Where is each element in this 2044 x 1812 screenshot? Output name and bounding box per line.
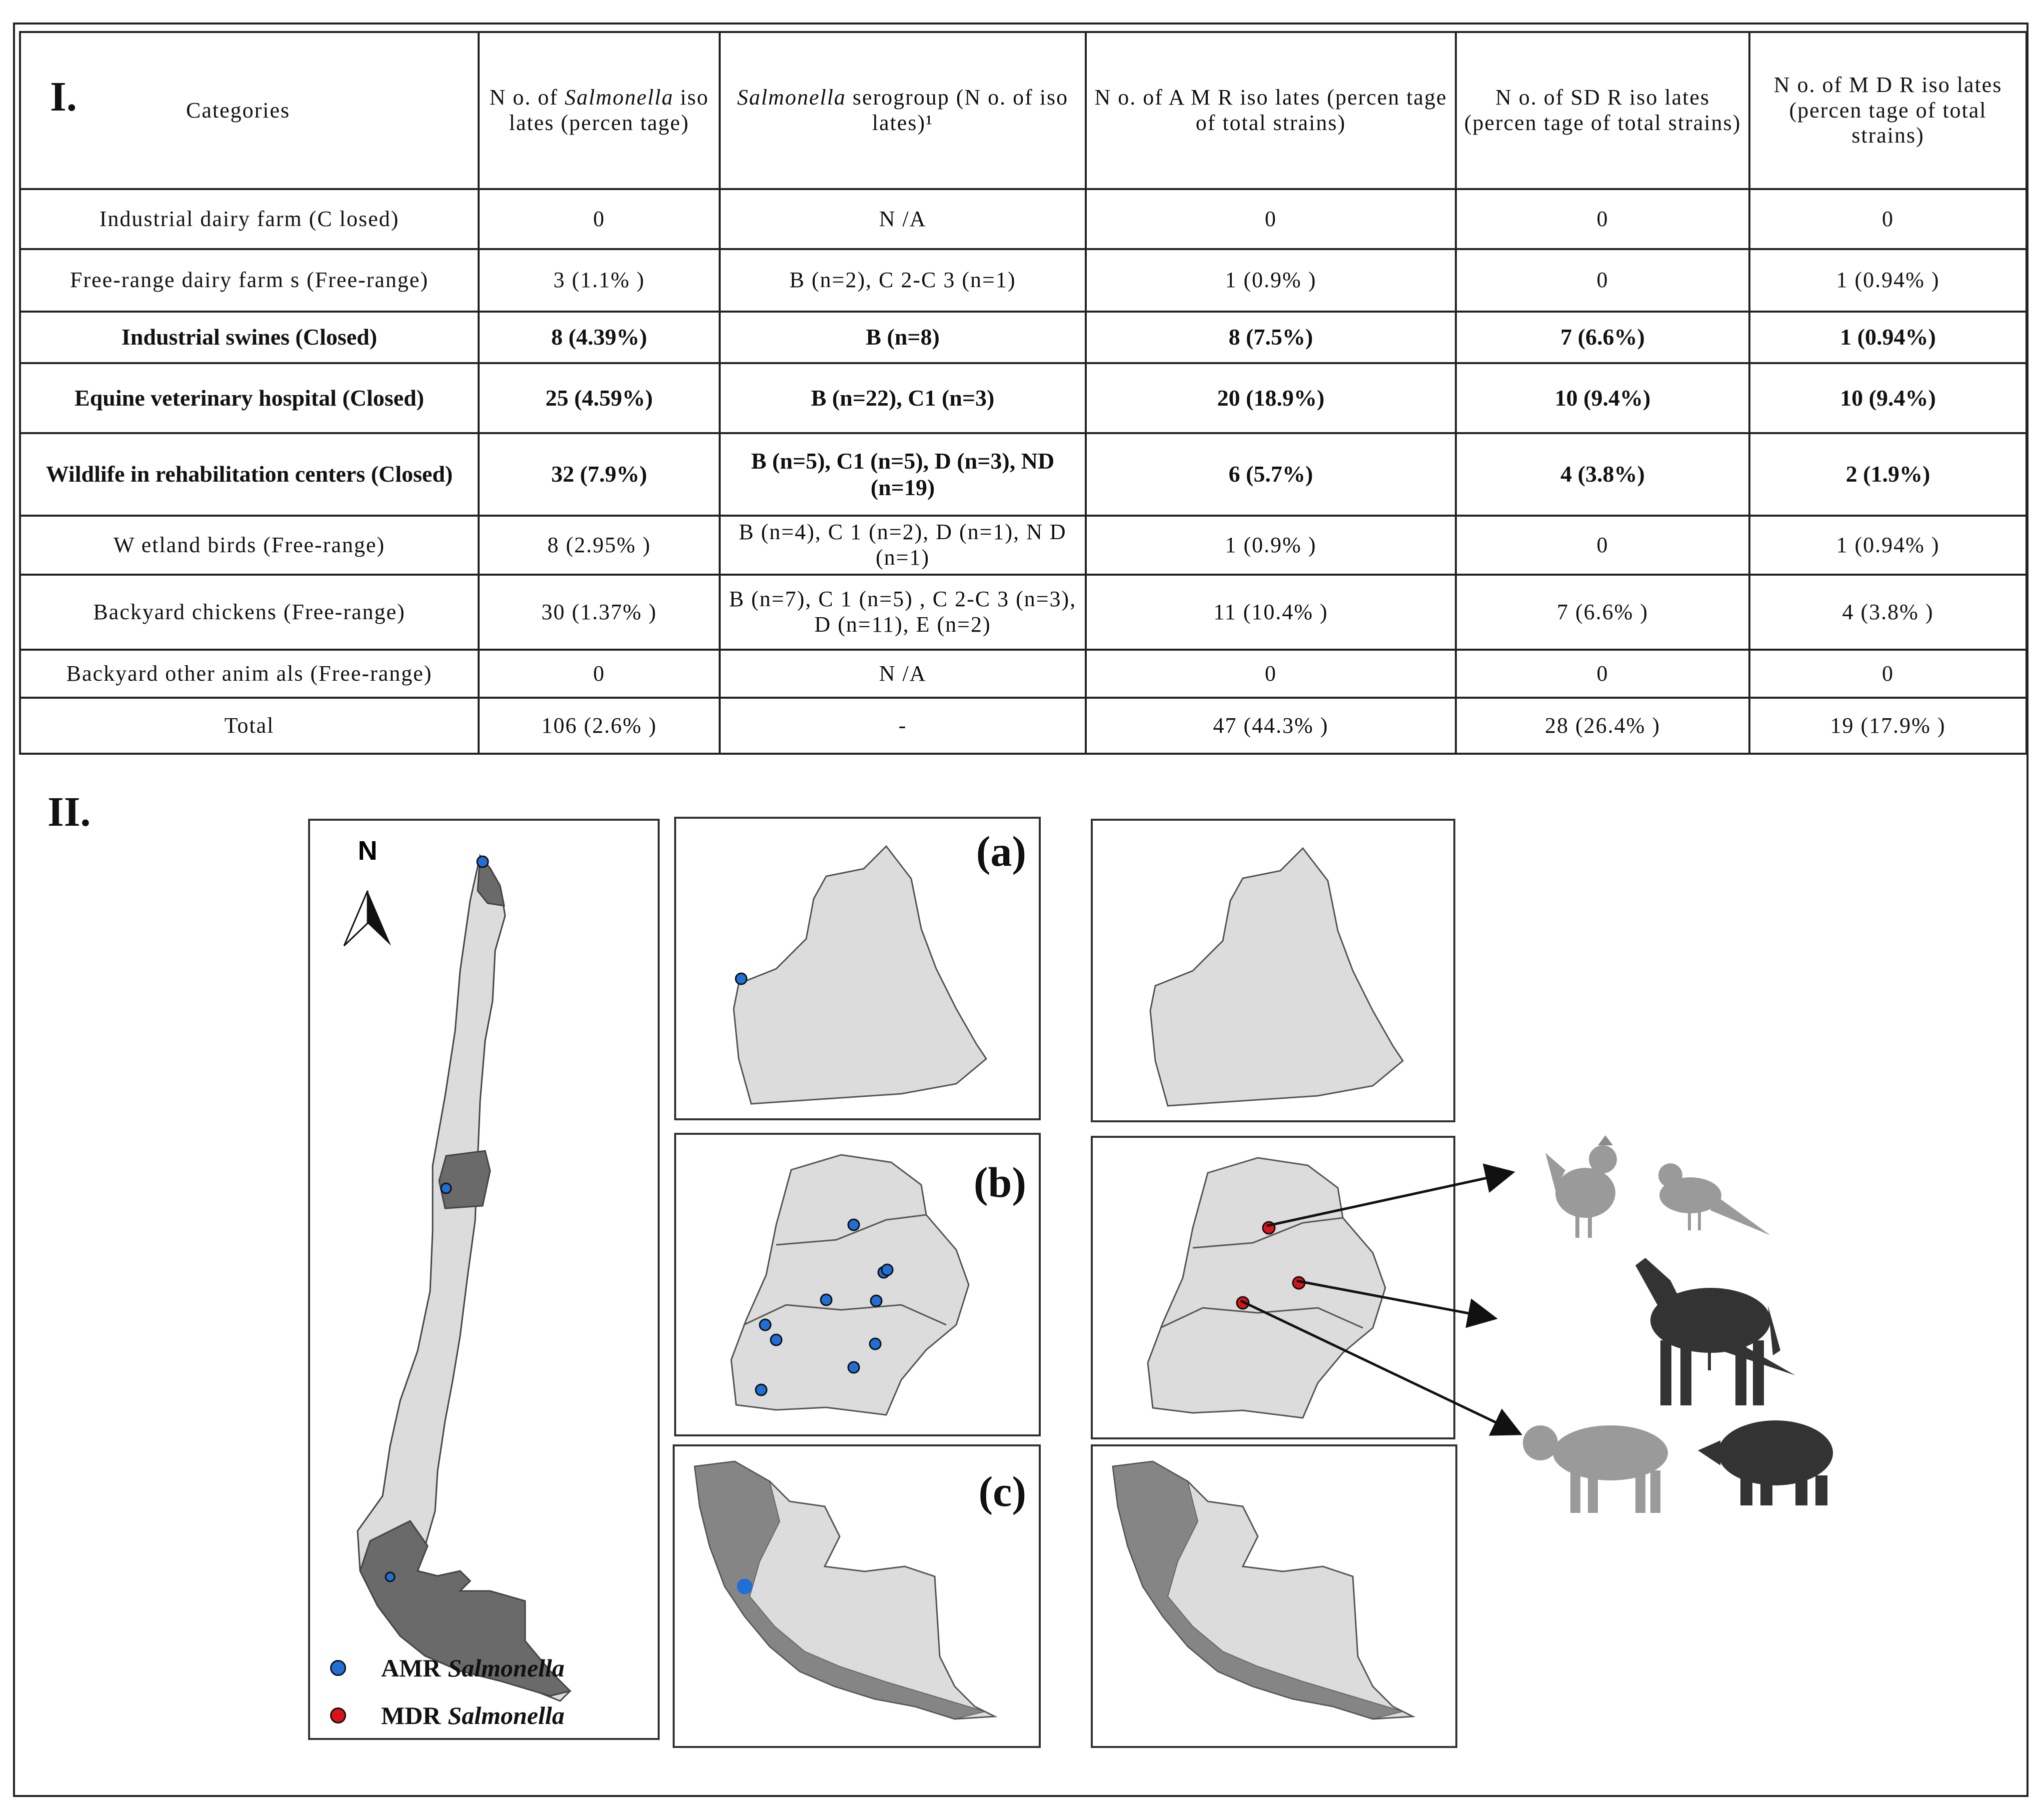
north-arrow-label: N [358, 836, 378, 866]
table-cell: 0 [479, 189, 720, 249]
table-cell: 7 (6.6% ) [1456, 575, 1749, 650]
header-text: iso lates (percen tage) [509, 85, 709, 135]
header-text: N o. of SD R iso lates (percen tage of total strains) [1464, 85, 1741, 135]
table-cell: 6 (5.7%) [1086, 433, 1456, 516]
amr-point [882, 1264, 893, 1275]
table-cell: 10 (9.4%) [1456, 363, 1749, 433]
mdr-point [1237, 1297, 1249, 1309]
amr-point [477, 856, 488, 867]
table-cell: B (n=7), C 1 (n=5) , C 2-C 3 (n=3), D (n=11), E (n=2) [720, 575, 1086, 650]
summary-table [19, 31, 2027, 755]
table-cell: 0 [479, 650, 720, 698]
table-cell: Industrial swines (Closed) [20, 312, 479, 363]
table-cell: W etland birds (Free-range) [20, 516, 479, 575]
table-cell: 19 (17.9% ) [1749, 698, 2026, 754]
table-cell: N /A [720, 650, 1086, 698]
table-header-cell [479, 32, 720, 189]
table-cell: Wildlife in rehabilitation centers (Closed) [20, 433, 479, 516]
table-cell: 8 (4.39%) [479, 312, 720, 363]
panel-label-b: (b) [973, 1158, 1026, 1206]
table-header-row [20, 32, 2026, 189]
legend-mdr-dot [330, 1707, 346, 1723]
table-row [20, 516, 2026, 575]
table-cell: Free-range dairy farm s (Free-range) [20, 249, 479, 312]
panel-label-a: (a) [976, 827, 1026, 875]
table-cell: Equine veterinary hospital (Closed) [20, 363, 479, 433]
map-panel-a-amr [674, 817, 1041, 1120]
table-row [20, 312, 2026, 363]
section-label-table: I. [50, 74, 77, 120]
table-cell: Backyard chickens (Free-range) [20, 575, 479, 650]
table-row [20, 575, 2026, 650]
table-cell: Backyard other anim als (Free-range) [20, 650, 479, 698]
legend-amr-dot [330, 1660, 346, 1676]
table-cell: 0 [1456, 650, 1749, 698]
table-cell: 0 [1086, 189, 1456, 249]
panel-label-c: (c) [978, 1467, 1026, 1515]
region-central-shape [1148, 1158, 1385, 1418]
amr-point [441, 1183, 451, 1193]
header-text: N o. of A M R iso lates (percen tage of total strains) [1094, 85, 1447, 135]
table-cell: - [720, 698, 1086, 754]
table-cell: B (n=22), C1 (n=3) [720, 363, 1086, 433]
table-header-cell: Categories [20, 32, 479, 189]
legend-amr-italic: Salmonella [448, 1654, 565, 1682]
legend-mdr-label: MDR [381, 1701, 441, 1729]
legend-mdr [330, 1701, 565, 1730]
table-cell: 28 (26.4% ) [1456, 698, 1749, 754]
table-cell: 1 (0.94% ) [1749, 516, 2026, 575]
table-row [20, 698, 2026, 754]
section-label-maps: II. [48, 789, 91, 835]
table-body [20, 189, 2026, 754]
north-arrow-icon [344, 891, 391, 946]
table-cell: 32 (7.9%) [479, 433, 720, 516]
amr-point [738, 1579, 752, 1593]
table-cell: 0 [1456, 249, 1749, 312]
amr-point [760, 1319, 771, 1330]
table-cell: 1 (0.9% ) [1086, 516, 1456, 575]
region-arica-shape [1150, 848, 1403, 1106]
table-cell: 106 (2.6% ) [479, 698, 720, 754]
map-panel-b-amr [674, 1133, 1041, 1436]
amr-point [771, 1334, 782, 1345]
legend-amr-label: AMR [381, 1654, 441, 1682]
table-header-cell [1456, 32, 1749, 189]
amr-point [871, 1295, 882, 1306]
header-italic: Salmonella [737, 85, 846, 110]
amr-point [848, 1219, 859, 1230]
region-central-highlight [439, 1151, 490, 1208]
table-header-cell [1086, 32, 1456, 189]
table-cell: 1 (0.9% ) [1086, 249, 1456, 312]
table-cell: 1 (0.94% ) [1749, 249, 2026, 312]
table-cell: N /A [720, 189, 1086, 249]
table-cell: 1 (0.94%) [1749, 312, 2026, 363]
map-panel-a-mdr [1091, 819, 1455, 1122]
header-italic: Salmonella [565, 85, 674, 110]
table-cell: 0 [1456, 516, 1749, 575]
amr-point [756, 1384, 767, 1395]
table-cell: 4 (3.8%) [1456, 433, 1749, 516]
table-cell: 10 (9.4%) [1749, 363, 2026, 433]
amr-point [848, 1362, 859, 1373]
chile-overview-map [308, 819, 660, 1740]
region-central-shape [731, 1155, 969, 1415]
table-cell: 20 (18.9%) [1086, 363, 1456, 433]
amr-point [870, 1338, 881, 1349]
table-row [20, 363, 2026, 433]
table-cell: 8 (2.95% ) [479, 516, 720, 575]
table-cell: 0 [1456, 189, 1749, 249]
header-text: serogroup (N o. of iso lates)¹ [846, 85, 1069, 135]
amr-point [821, 1294, 832, 1305]
table-cell: 2 (1.9%) [1749, 433, 2026, 516]
table-cell: 8 (7.5%) [1086, 312, 1456, 363]
table-cell: 11 (10.4% ) [1086, 575, 1456, 650]
mdr-point [1293, 1277, 1305, 1289]
amr-point [736, 973, 747, 984]
table-cell: B (n=8) [720, 312, 1086, 363]
table-header-cell [1749, 32, 2026, 189]
mdr-point [1263, 1222, 1275, 1234]
table-cell: 3 (1.1% ) [479, 249, 720, 312]
table-cell: 47 (44.3% ) [1086, 698, 1456, 754]
table-row [20, 189, 2026, 249]
table-row [20, 650, 2026, 698]
table-cell: 0 [1749, 189, 2026, 249]
amr-point [386, 1572, 395, 1581]
table-cell: 0 [1749, 650, 2026, 698]
table-row [20, 249, 2026, 312]
table-cell: 25 (4.59%) [479, 363, 720, 433]
table-cell: 30 (1.37% ) [479, 575, 720, 650]
map-panel-c-mdr [1091, 1444, 1457, 1748]
table-cell: 7 (6.6%) [1456, 312, 1749, 363]
table-header-cell [720, 32, 1086, 189]
region-arica-shape [734, 846, 986, 1104]
table-cell: Total [20, 698, 479, 754]
map-panel-c-amr [673, 1444, 1041, 1748]
table-cell: B (n=4), C 1 (n=2), D (n=1), N D (n=1) [720, 516, 1086, 575]
map-panel-b-mdr [1091, 1136, 1455, 1439]
table-row [20, 433, 2026, 516]
header-text: N o. of M D R iso lates (percen tage of total strains) [1773, 73, 2002, 148]
table-cell: B (n=5), C1 (n=5), D (n=3), ND (n=19) [720, 433, 1086, 516]
table-cell: Industrial dairy farm (C losed) [20, 189, 479, 249]
table-cell: 0 [1086, 650, 1456, 698]
header-text: N o. of [489, 85, 565, 110]
table-cell: 4 (3.8% ) [1749, 575, 2026, 650]
legend-amr [330, 1653, 565, 1682]
table-cell: B (n=2), C 2-C 3 (n=1) [720, 249, 1086, 312]
legend-mdr-italic: Salmonella [448, 1701, 565, 1729]
